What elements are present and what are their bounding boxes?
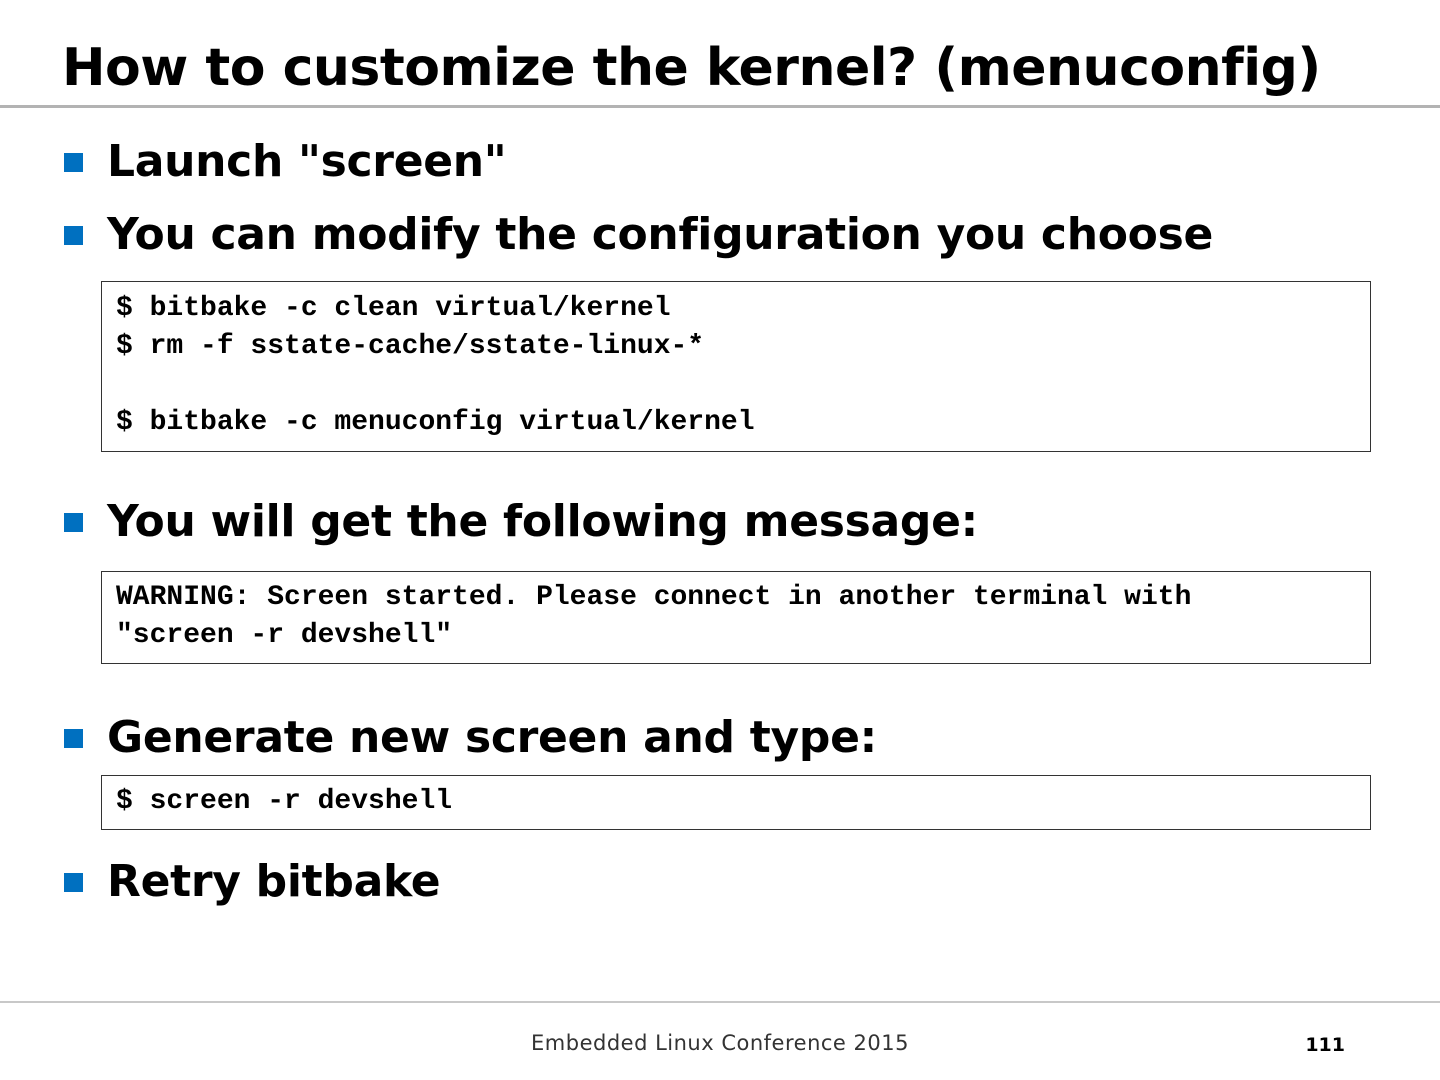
code-line: $ bitbake -c clean virtual/kernel: [116, 293, 671, 324]
bullet-text: Retry bitbake: [107, 856, 441, 907]
square-bullet-icon: [64, 153, 83, 172]
page-number: 111: [1305, 1034, 1345, 1056]
slide-title: How to customize the kernel? (menuconfig): [62, 38, 1321, 98]
code-block-commands: [101, 281, 1371, 452]
square-bullet-icon: [64, 873, 83, 892]
bullet-text: Launch "screen": [107, 136, 507, 187]
code-block-screen: [101, 775, 1371, 830]
code-line: WARNING: Screen started. Please connect in another terminal with: [116, 582, 1192, 613]
code-line: $ screen -r devshell: [116, 786, 453, 817]
square-bullet-icon: [64, 513, 83, 532]
bullet-text: Generate new screen and type:: [107, 712, 877, 763]
title-divider: [0, 105, 1440, 108]
bullet-text: You will get the following message:: [107, 496, 978, 547]
footer-divider: [0, 1001, 1440, 1003]
square-bullet-icon: [64, 226, 83, 245]
code-block-warning: [101, 571, 1371, 664]
square-bullet-icon: [64, 729, 83, 748]
bullet-item: [64, 713, 877, 763]
bullet-item: [64, 497, 978, 547]
code-line: $ bitbake -c menuconfig virtual/kernel: [116, 407, 755, 438]
bullet-text: You can modify the configuration you choose: [107, 209, 1214, 260]
bullet-item: [64, 857, 440, 907]
code-line: $ rm -f sstate-cache/sstate-linux-*: [116, 331, 705, 362]
bullet-item: [64, 210, 1213, 260]
code-line: [116, 366, 1356, 404]
bullet-item: [64, 137, 506, 187]
code-line: "screen -r devshell": [116, 620, 453, 651]
footer-conference: Embedded Linux Conference 2015: [531, 1031, 909, 1055]
